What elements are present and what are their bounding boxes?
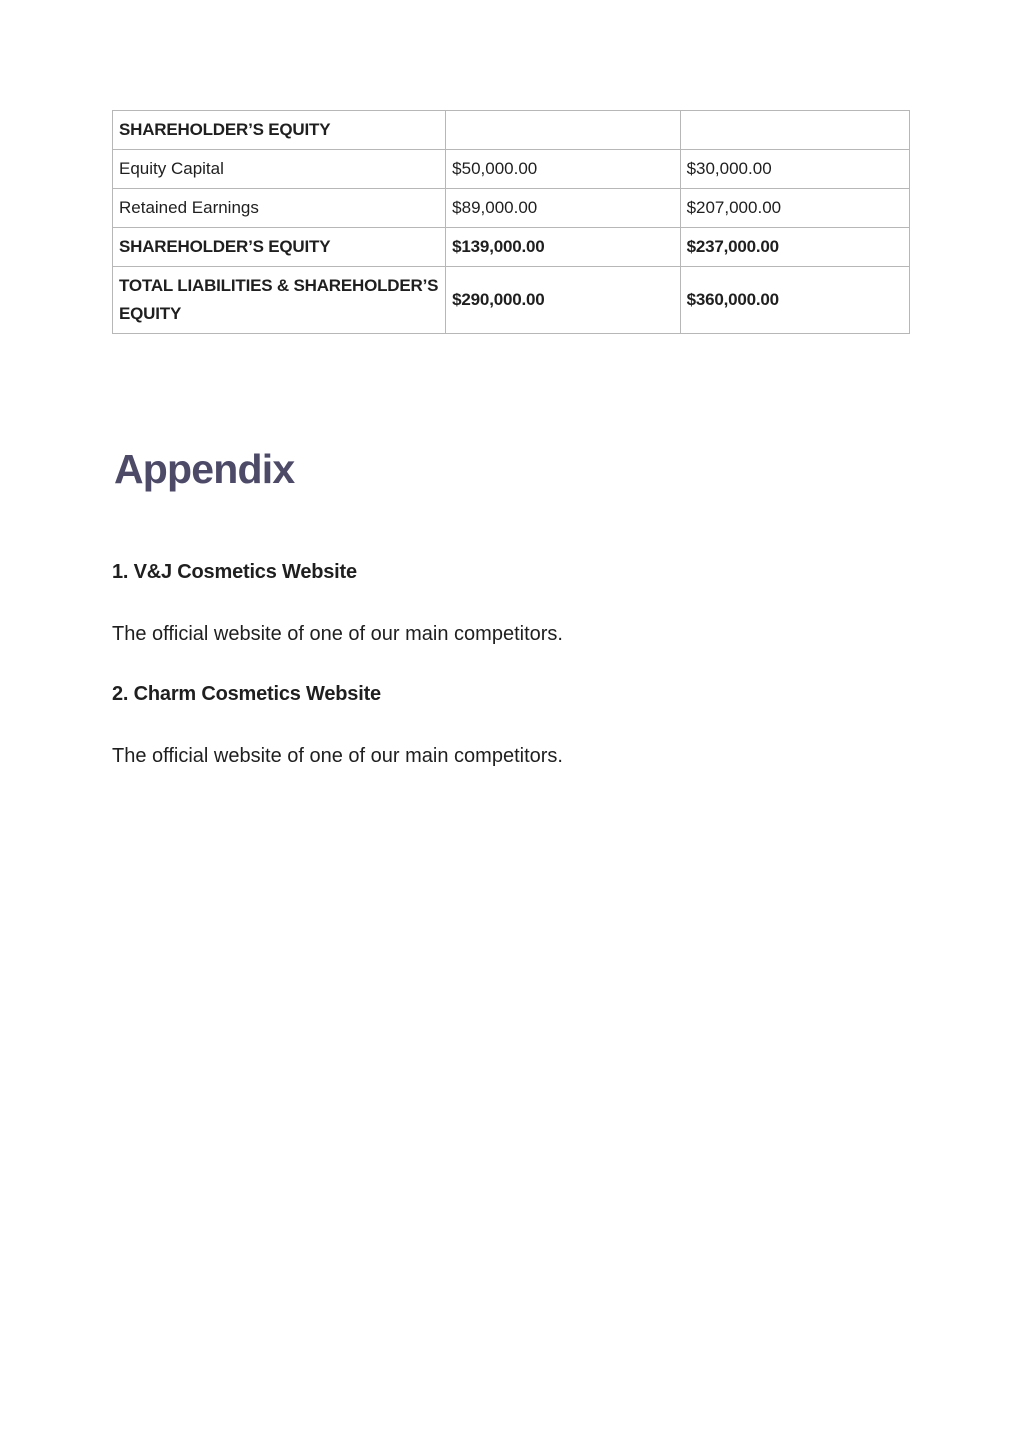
table-row (113, 228, 910, 267)
row-value-col1: $50,000.00 (446, 150, 680, 189)
row-value-col2: $237,000.00 (680, 228, 909, 267)
appendix-title: Appendix (114, 446, 295, 492)
appendix-item-text: The official website of one of our main competitors. (112, 745, 563, 767)
table-row (113, 111, 910, 150)
table-row (113, 267, 910, 334)
table-row (113, 150, 910, 189)
row-value-col1: $139,000.00 (446, 228, 680, 267)
row-value-col1 (446, 111, 680, 150)
table-row (113, 189, 910, 228)
appendix-item-text: The official website of one of our main competitors. (112, 623, 563, 645)
row-label: Equity Capital (113, 150, 446, 189)
row-value-col1: $290,000.00 (446, 267, 680, 334)
row-value-col2: $30,000.00 (680, 150, 909, 189)
row-label: SHAREHOLDER’S EQUITY (113, 228, 446, 267)
appendix-item-heading: 2. Charm Cosmetics Website (112, 683, 381, 705)
row-label: Retained Earnings (113, 189, 446, 228)
row-value-col2: $360,000.00 (680, 267, 909, 334)
row-value-col2: $207,000.00 (680, 189, 909, 228)
row-label: TOTAL LIABILITIES & SHAREHOLDER’S EQUITY (113, 267, 446, 334)
appendix-item-heading: 1. V&J Cosmetics Website (112, 561, 357, 583)
balance-sheet-table (112, 110, 910, 334)
row-label: SHAREHOLDER’S EQUITY (113, 111, 446, 150)
row-value-col1: $89,000.00 (446, 189, 680, 228)
row-value-col2 (680, 111, 909, 150)
